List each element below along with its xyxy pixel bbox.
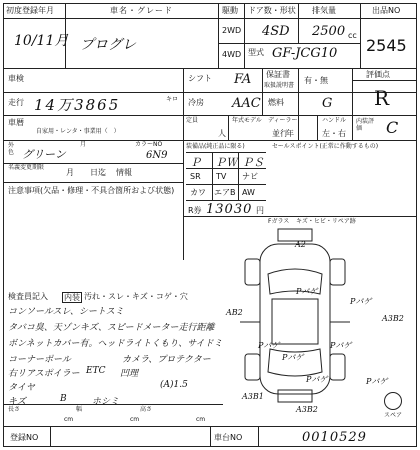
divider [352,80,417,81]
lot-no-label: 出品NO [372,6,401,15]
equip-navi: ナビ [242,172,258,181]
inspector-mark: 凹理 [120,369,139,379]
doors-value: 4SD [262,24,290,39]
mileage-label: 走行 [8,98,24,107]
equipment-title: 装備品(純正品に限る) [186,143,245,150]
recycle-value: 13030 [206,202,253,217]
spare-label: スペア [384,412,403,419]
spare-tire-icon [384,392,402,410]
info-label: 情報 [116,168,132,177]
car-name-value: プログレ [80,37,136,53]
ac-value: AAC [232,96,261,111]
interior-tag: 内装 [64,293,80,302]
diag-label: Pパゲ [350,297,372,306]
equip-ps: ＰＳ [242,156,264,169]
equip-tv: TV [216,172,227,181]
handle-value: 左・右 [322,129,346,138]
glass-label: Fガラス [268,218,290,225]
length-unit: cm [64,416,74,423]
doors-label: ドア数・形状 [248,6,296,15]
shift-value: FA [234,72,252,87]
diag-a2: A2 [295,240,306,249]
displacement-value: 2500 [312,24,346,39]
month-unit: 月 [66,168,74,177]
chassis-no-value: 0010529 [302,430,367,445]
divider [298,3,299,43]
glass-options: キズ・ヒビ・リペア跡 [296,218,356,225]
notes-label: 注意事項(欠品・修理・不具合箇所および状態) [8,186,175,195]
diag-label: A3B1 [242,392,264,401]
first-reg-label: 初度登録年月 [6,6,54,15]
recycle-label: R券 [188,206,202,215]
mileage-unit: キロ [166,96,179,103]
handle-label: ハンドル [322,117,347,124]
inspector-line: ETC [86,366,106,376]
dealer-value: 並行 [272,129,288,138]
divider [352,68,353,140]
height-unit: cm [196,416,206,423]
dealer-label: ディーラー [268,117,298,124]
diag-label: A3B2 [382,314,404,323]
color-label: 外色 [8,142,15,156]
inspector-line: コンソールスレ、シートスミ [8,307,124,317]
length-label: 長さ [8,406,21,413]
shift-label: シフト [188,74,212,83]
height-label: 高さ [140,406,153,413]
divider [244,3,245,68]
inspector-line: 右リアスポイラー [8,369,80,379]
width-unit: cm [130,416,140,423]
name-change-label: 名義変更期限 [8,164,45,171]
equip-p: Ｐ [190,156,201,169]
warranty-sub: 取扱説明書 [264,82,295,89]
divider [218,43,360,44]
drive-4wd: 4WD [222,50,242,59]
interior-label: 内装評価 [356,118,375,132]
diag-label: Pパゲ [330,341,352,350]
inspector-label: 検査員記入 [8,292,48,301]
warranty-options: 有・無 [304,76,328,85]
drive-label: 駆動 [222,6,238,15]
diag-label: A3B2 [296,405,318,414]
divider [210,426,211,447]
divider [3,68,417,69]
chassis-no-label: 車台NO [214,433,243,442]
divider [258,426,259,447]
name-grade-label: 車名・グレード [110,6,173,15]
inspector-line: タイヤ [8,383,35,393]
capacity-unit: 人 [218,129,226,138]
divider [3,92,417,93]
sales-points-label: セールスポイント(正常に作動するもの) [272,143,379,150]
inspector-mark: ホシミ [92,397,120,407]
displacement-label: 排気量 [312,6,336,15]
equip-leather: カワ [190,188,206,197]
color-no-label: カラーNO [135,141,163,148]
reg-no-label: 登録NO [10,433,39,442]
day-unit: 日迄 [90,168,106,177]
drive-2wd: 2WD [222,26,242,35]
inspector-options: 汚れ・スレ・キズ・コゲ・穴 [84,292,188,301]
diag-label: Pパゲ [366,377,388,386]
recycle-unit: 円 [256,206,264,215]
fuel-label: 燃料 [268,98,284,107]
diag-label: AB2 [226,308,243,317]
divider [218,3,219,68]
warranty-label: 保証書 [266,70,290,79]
divider [3,140,417,141]
mileage-value: 14万3865 [34,96,121,114]
color-value: グリーン [22,148,66,161]
diag-label: Pパゲ [306,375,328,384]
displacement-unit: cc [348,31,357,40]
divider [262,68,263,115]
ac-label: 冷房 [188,98,204,107]
inspector-line: ボンネットカバー有。ヘッドライトくもり、サイドミ [8,339,223,349]
history-sub: 自家用・レンタ・事業用（ ） [36,128,120,135]
divider [228,115,229,140]
model-label: 型式 [248,48,264,57]
inspector-line: キズ [8,397,26,407]
divider [50,426,51,447]
annual-label: 年式モデル [232,117,262,124]
equip-sr: SR [190,172,201,181]
inspector-line: コーナーポール [8,355,71,365]
interior-value: C [386,118,399,137]
diag-label: Pパゲ [282,353,304,362]
equip-pw: ＰＷ [215,156,237,169]
lot-no-value: 2545 [366,36,407,55]
score-label: 評価点 [366,70,390,79]
first-reg-value: 10/11月 [14,33,69,49]
score-value: R [374,86,390,110]
date-mark: 月 [80,141,87,148]
divider [183,68,184,260]
width-label: 幅 [76,406,83,413]
inspector-line: カメラ、プロテクター [122,355,211,365]
divider [3,404,223,405]
equip-aw: AW [242,188,255,197]
fuel-value: G [322,96,333,111]
inspection-label: 車検 [8,74,24,83]
model-value: GF-JCG10 [272,46,338,61]
divider [3,115,417,116]
diag-label: Pパゲ [296,287,318,296]
history-label: 車暦 [8,118,24,127]
inspector-mark: B [60,394,67,404]
capacity-label: 定員 [186,117,199,124]
divider [360,3,361,68]
annual-unit: 年 [286,129,294,138]
divider [3,182,183,183]
color-no-value: 6N9 [146,150,168,161]
diag-label: Pパゲ [258,341,280,350]
divider [317,115,318,140]
divider [183,216,417,217]
inspector-line: タバコ臭、天ゾンキズ、スピードメーター走行距離 [8,323,215,333]
equip-airbag: エアB [214,188,236,197]
divider [298,68,299,140]
inspector-mark: (A)1.5 [160,380,188,390]
